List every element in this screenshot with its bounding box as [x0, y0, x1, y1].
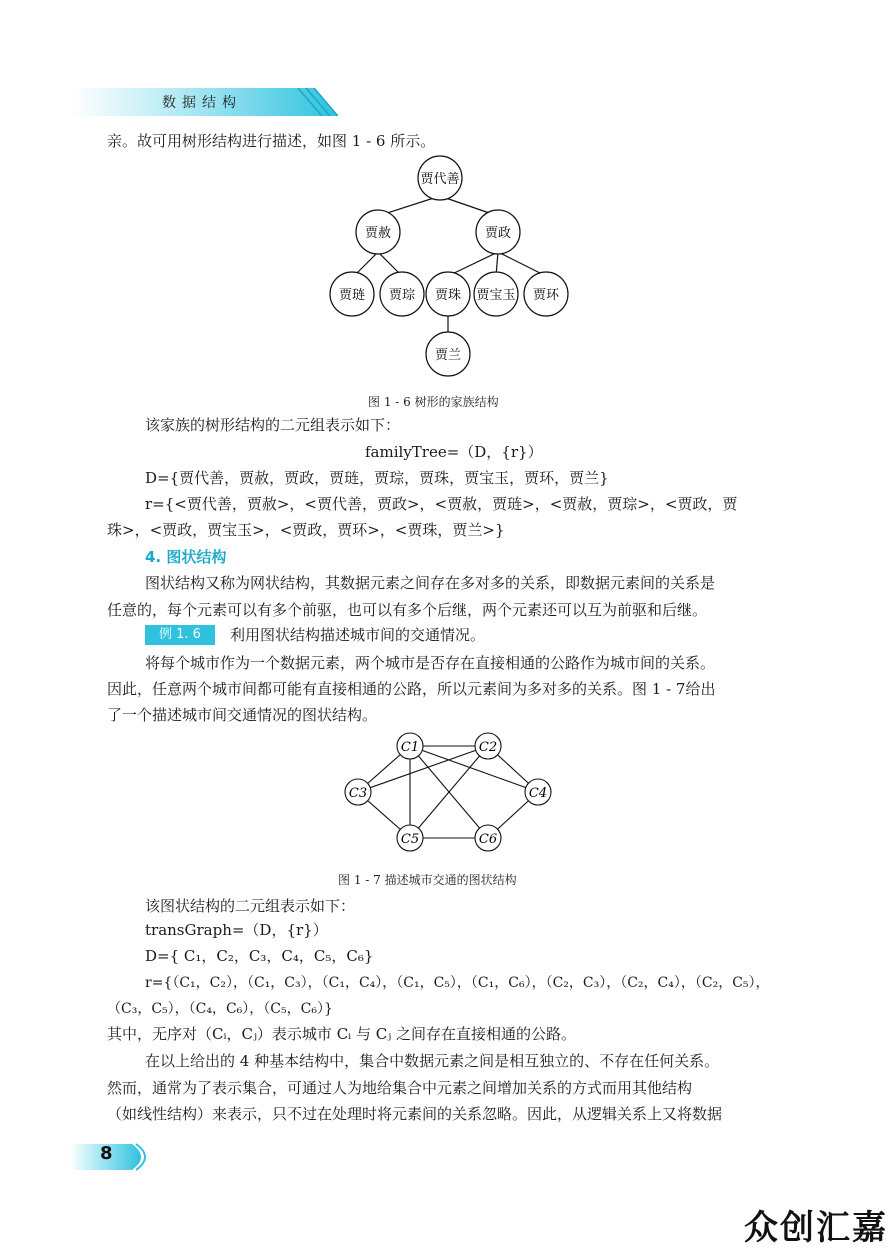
graph-node-c4 [525, 779, 551, 805]
tree-node-jialian [330, 272, 374, 316]
graph-node-c2 [475, 733, 501, 759]
graph-node-label: C6 [478, 832, 498, 847]
tree-node-label: 贾琮 [388, 288, 416, 303]
paragraph-intro: 亲。故可用树形结构进行描述，如图 1 - 6 所示。 [107, 132, 436, 150]
example-text: 利用图状结构描述城市间的交通情况。 [230, 626, 486, 644]
graph-node-c3 [345, 779, 371, 805]
tree-node-label: 贾代善 [420, 172, 460, 187]
paragraph-graph-def-line2: 任意的，每个元素可以有多个前驱，也可以有多个后继，两个元素还可以互为前驱和后继。 [107, 601, 708, 619]
tree-node-label: 贾珠 [434, 288, 462, 303]
paragraph-graph-d: D={ C₁，C₂，C₃，C₄，C₅，C₆} [145, 947, 374, 965]
watermark-logo: 众创汇嘉 [744, 1208, 888, 1248]
tree-node-jiabaoyu [474, 272, 518, 316]
paragraph-graph-def-line1: 图状结构又称为网状结构，其数据元素之间存在多对多的关系，即数据元素间的关系是 [145, 574, 716, 592]
section-heading-graph: 4. 图状结构 [145, 548, 227, 566]
tree-node-label: 贾赦 [364, 226, 392, 241]
graph-node-label: C5 [400, 832, 420, 847]
tree-node-root [418, 156, 462, 200]
tree-node-jiacong [380, 272, 424, 316]
paragraph-city-line1: 将每个城市作为一个数据元素，两个城市是否存在直接相通的公路作为城市间的关系。 [145, 654, 716, 672]
graph-node-label: C4 [528, 786, 548, 801]
graph-node-c6 [475, 825, 501, 851]
paragraph-unordered-pair: 其中，无序对（Cᵢ，Cⱼ）表示城市 Cᵢ 与 Cⱼ 之间存在直接相通的公路。 [107, 1025, 576, 1043]
paragraph-tree-d: D={贾代善，贾赦，贾政，贾琏，贾琮，贾珠，贾宝玉，贾环，贾兰} [145, 469, 609, 487]
paragraph-set-line3: （如线性结构）来表示，只不过在处理时将元素间的关系忽略。因此，从逻辑关系上又将数据 [107, 1105, 723, 1123]
tree-node-label: 贾兰 [434, 348, 462, 363]
figure-1-6-tree [320, 152, 580, 378]
tree-node-label: 贾环 [532, 288, 560, 303]
tree-node-jialan [426, 332, 470, 376]
tree-node-jiazhu [426, 272, 470, 316]
paragraph-set-line2: 然而，通常为了表示集合，可通过人为地给集合中元素之间增加关系的方式而用其他结构 [107, 1079, 693, 1097]
paragraph-graph-tuple-intro: 该图状结构的二元组表示如下： [145, 897, 356, 915]
example-badge: 例 1. 6 [145, 625, 215, 645]
tree-node-label: 贾政 [484, 226, 512, 241]
graph-node-label: C3 [348, 786, 368, 801]
figure-1-7-graph [336, 730, 560, 856]
graph-node-c1 [397, 733, 423, 759]
tree-node-jiashe [356, 210, 400, 254]
paragraph-tree-r-line2: 珠>，<贾政，贾宝玉>，<贾政，贾环>，<贾珠，贾兰>} [107, 521, 505, 539]
paragraph-family-tree: familyTree=（D，{r}） [365, 443, 543, 461]
paragraph-city-line3: 了一个描述城市间交通情况的图状结构。 [107, 706, 378, 724]
page-number: 8 [100, 1143, 113, 1164]
tree-node-label: 贾宝玉 [476, 288, 516, 303]
graph-node-label: C1 [400, 740, 420, 755]
paragraph-graph-r-line1: r={（C₁，C₂），（C₁，C₃），（C₁，C₄），（C₁，C₅），（C₁，C₆），（C₂，C₃），（C₂，C₄），（C₂，C₅）， [145, 975, 770, 991]
paragraph-trans-graph: transGraph=（D，{r}） [145, 921, 328, 939]
paragraph-set-line1: 在以上给出的 4 种基本结构中，集合中数据元素之间是相互独立的、不存在任何关系。 [145, 1052, 720, 1070]
paragraph-tree-tuple-intro: 该家族的树形结构的二元组表示如下： [145, 416, 401, 434]
paragraph-graph-r-line2: （C₃，C₅），（C₄，C₆），（C₅，C₆）} [107, 1001, 333, 1017]
figure-1-6-caption: 图 1 - 6 树形的家族结构 [368, 395, 499, 409]
graph-node-c5 [397, 825, 423, 851]
tree-node-jiahuan [524, 272, 568, 316]
paragraph-city-line2: 因此，任意两个城市间都可能有直接相通的公路，所以元素间为多对多的关系。图 1 - 7给出 [107, 680, 716, 698]
graph-node-label: C2 [478, 740, 498, 755]
header-title: 数据结构 [162, 95, 242, 111]
tree-node-label: 贾琏 [338, 288, 366, 303]
figure-1-7-caption: 图 1 - 7 描述城市交通的图状结构 [338, 873, 517, 887]
paragraph-tree-r-line1: r={<贾代善，贾赦>，<贾代善，贾政>，<贾赦，贾琏>，<贾赦，贾琮>，<贾政，贾 [145, 495, 738, 513]
tree-node-jiazheng [476, 210, 520, 254]
